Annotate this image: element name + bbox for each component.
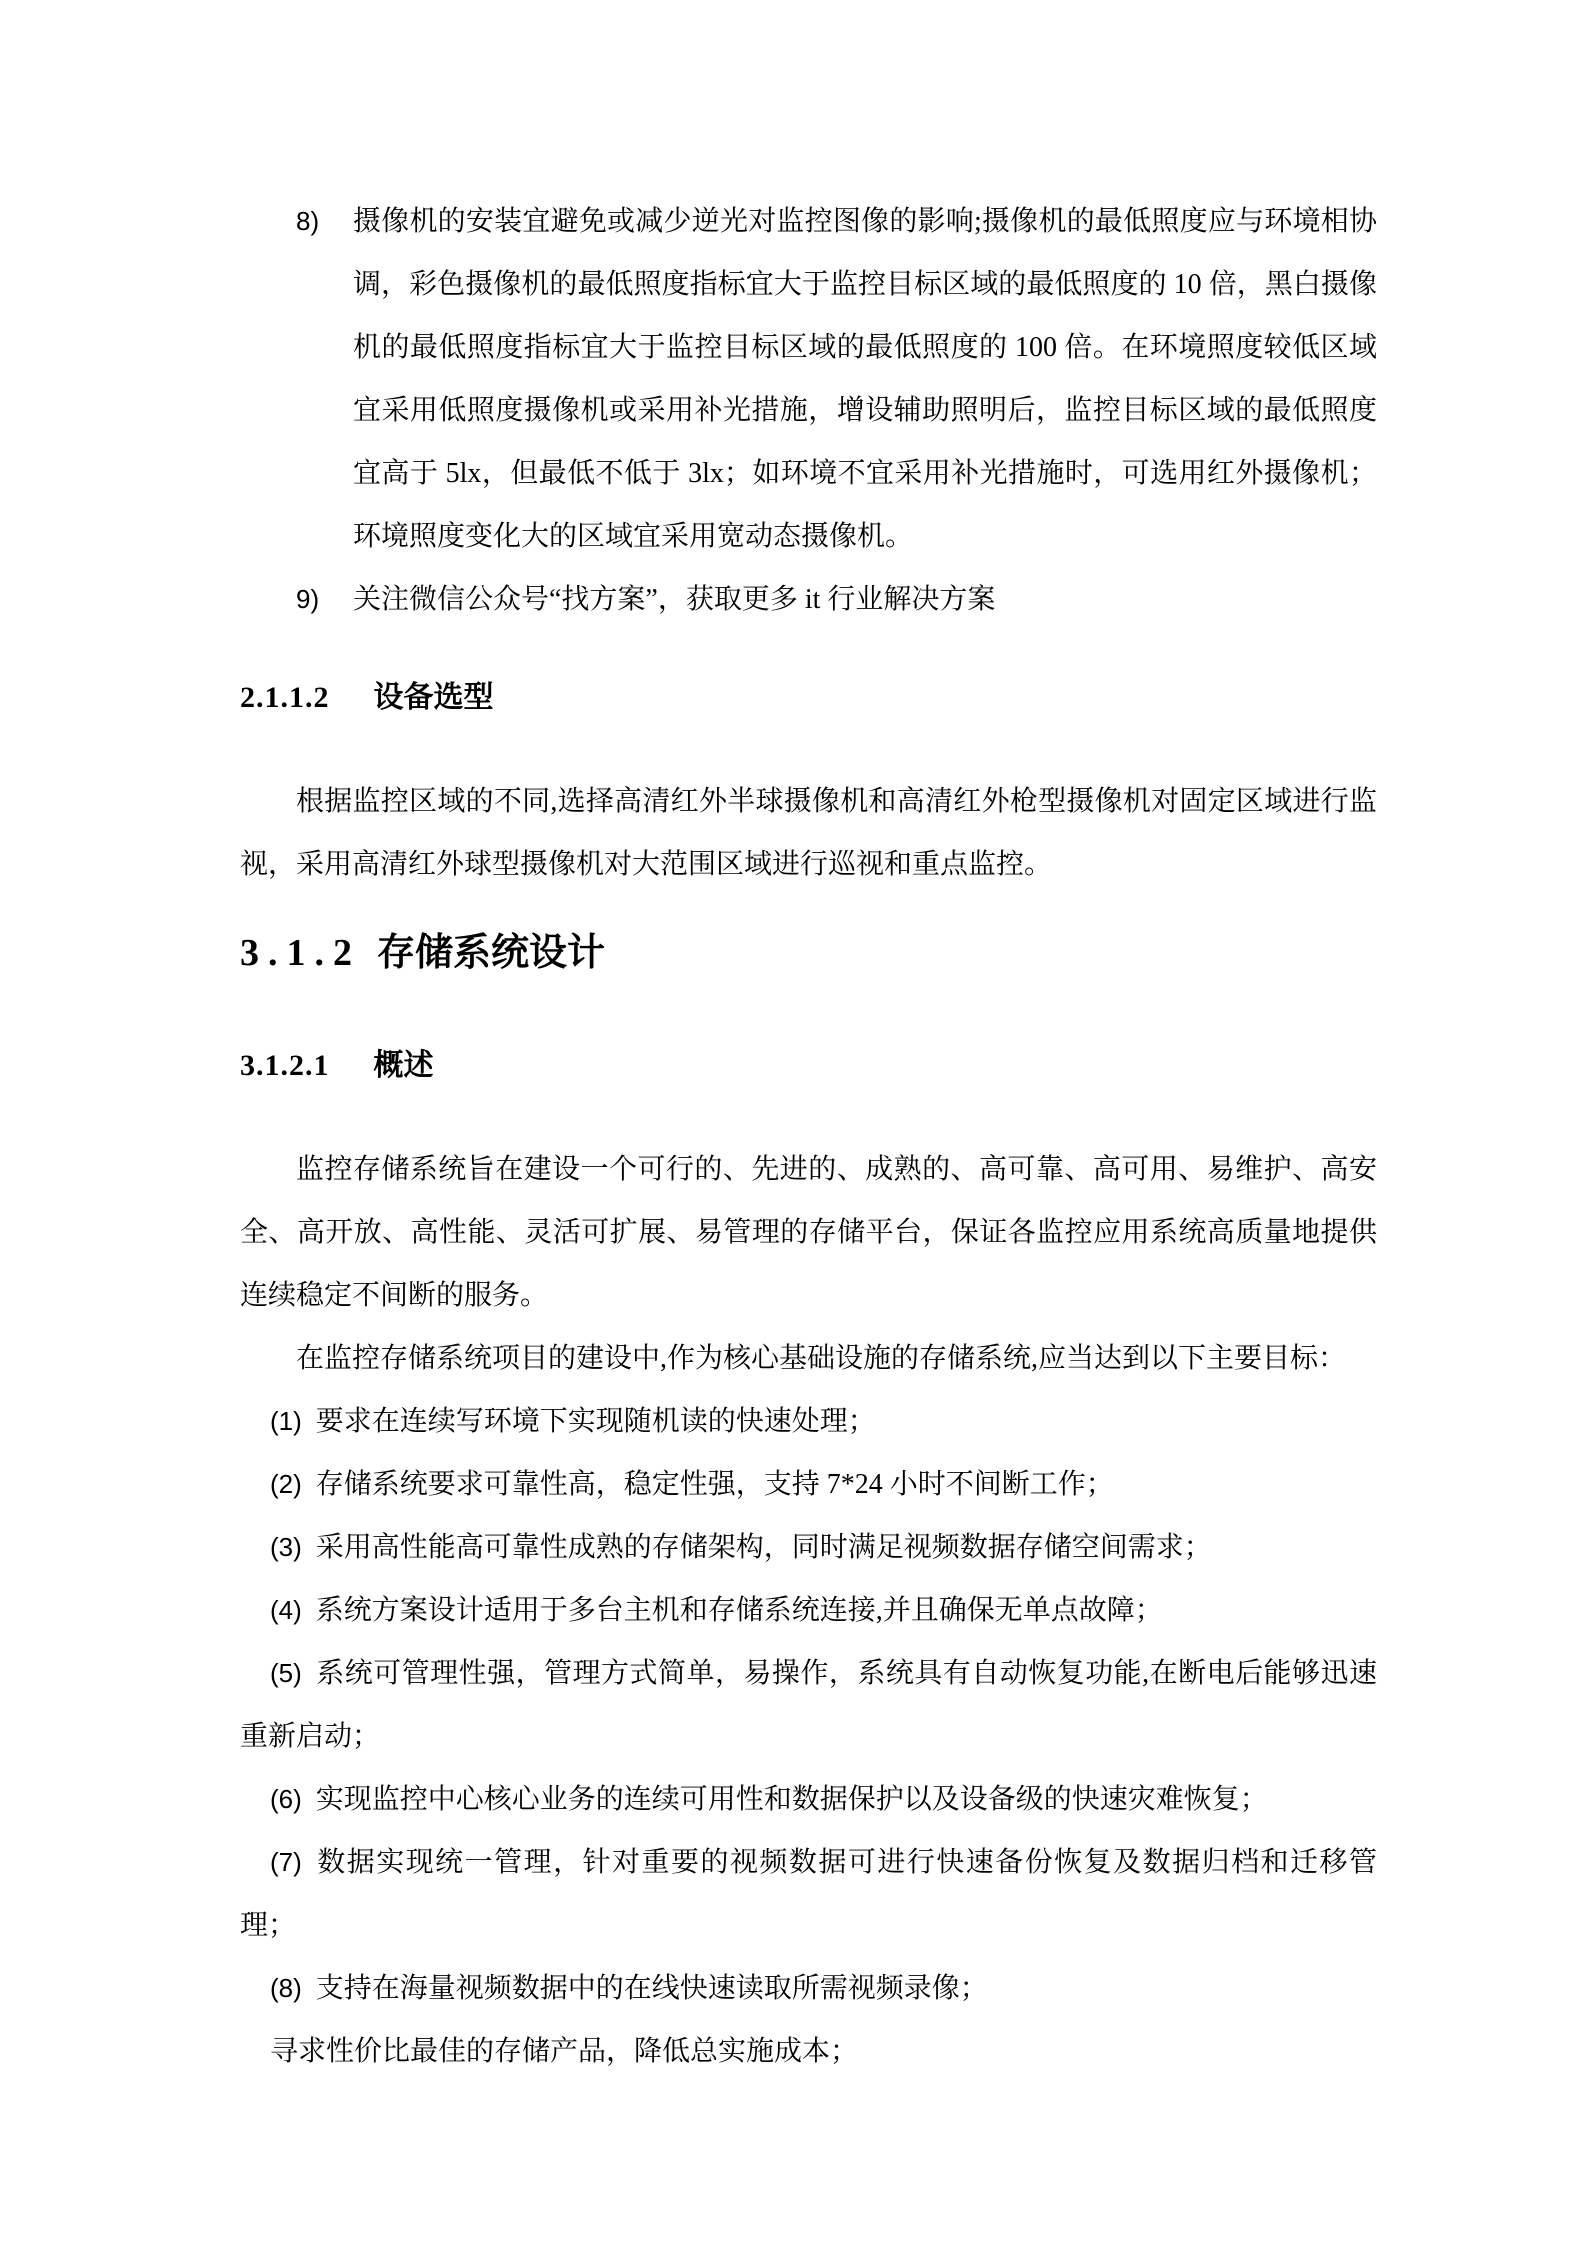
goal-item-3-marker: (3) [270,1532,302,1562]
goal-item-8 [240,1957,1377,2020]
list-item-9-text: 关注微信公众号“找方案”，获取更多 it 行业解决方案 [353,584,996,615]
goal-item-2-text: 存储系统要求可靠性高，稳定性强，支持 7*24 小时不间断工作； [315,1469,1114,1500]
goal-item-2 [240,1453,1377,1516]
list-item-9 [240,568,1377,631]
paragraph-overview: 监控存储系统旨在建设一个可行的、先进的、成熟的、高可靠、高可用、易维护、高安全、高开放、高性能、灵活可扩展、易管理的存储平台，保证各监控应用系统高质量地提供连续稳定不间断的服务。 [240,1154,1377,1311]
heading-device-selection-number: 2.1.1.2 [240,681,330,714]
goal-item-1-text: 要求在连续写环境下实现随机读的快速处理； [315,1406,876,1437]
heading-overview [240,1043,1377,1089]
list-item-8 [240,190,1377,568]
goal-item-5-marker: (5) [270,1658,302,1688]
goal-item-6-text: 实现监控中心核心业务的连续可用性和数据保护以及设备级的快速灾难恢复； [315,1784,1268,1815]
goal-item-4 [240,1579,1377,1642]
goal-item-1-marker: (1) [270,1406,302,1436]
goal-item-8-text: 支持在海量视频数据中的在线快速读取所需视频录像； [315,1973,988,2004]
goal-item-6 [240,1768,1377,1831]
goal-item-5-text: 系统可管理性强，管理方式简单，易操作，系统具有自动恢复功能,在断电后能够迅速重新启动； [240,1658,1377,1752]
goal-item-8-marker: (8) [270,1973,302,2003]
paragraph-device-selection: 根据监控区域的不同,选择高清红外半球摄像机和高清红外枪型摄像机对固定区域进行监视，采用高清红外球型摄像机对大范围区域进行巡视和重点监控。 [240,786,1377,880]
heading-overview-number: 3.1.2.1 [240,1049,330,1082]
goal-item-6-marker: (6) [270,1784,302,1814]
heading-storage-system-design-number: 3.1.2 [240,932,361,974]
paragraph-goals-intro: 在监控存储系统项目的建设中,作为核心基础设施的存储系统,应当达到以下主要目标： [296,1343,1347,1374]
goal-item-7-marker: (7) [270,1847,302,1877]
heading-storage-system-design-title: 存储系统设计 [377,932,606,974]
goal-item-4-text: 系统方案设计适用于多台主机和存储系统连接,并且确保无单点故障； [315,1595,1163,1626]
goal-item-5 [240,1642,1377,1768]
paragraph-closing-line: 寻求性价比最佳的存储产品，降低总实施成本； [270,2036,859,2067]
goal-item-1 [240,1390,1377,1453]
heading-device-selection [240,675,1377,721]
heading-storage-system-design [240,923,1377,983]
list-item-8-text: 摄像机的安装宜避免或减少逆光对监控图像的影响;摄像机的最低照度应与环境相协调，彩色摄像机的最低照度指标宜大于监控目标区域的最低照度的 10 倍，黑白摄像机的最低照度指标宜大于监控目标区域的最低照度的 100 倍。在环境照度较低区域宜采用低照度摄像机或采用补光措施，增设辅助照明后，监控目标区域的最低照度宜高于 5lx，但最低不低于 3lx；如环境不宜采用补光措施时，可选用红外摄像机；环境照度变化大的区域宜采用宽动态摄像机。 [353,206,1377,552]
list-item-9-marker: 9) [296,584,320,614]
list-item-8-marker: 8) [296,206,320,236]
heading-overview-title: 概述 [373,1049,434,1082]
goal-item-7-text: 数据实现统一管理，针对重要的视频数据可进行快速备份恢复及数据归档和迁移管理； [240,1847,1377,1941]
goal-item-3 [240,1516,1377,1579]
goal-item-7 [240,1831,1377,1957]
goal-item-4-marker: (4) [270,1595,302,1625]
goal-item-3-text: 采用高性能高可靠性成熟的存储架构，同时满足视频数据存储空间需求； [315,1532,1212,1563]
goal-item-2-marker: (2) [270,1469,302,1499]
heading-device-selection-title: 设备选型 [373,681,494,714]
